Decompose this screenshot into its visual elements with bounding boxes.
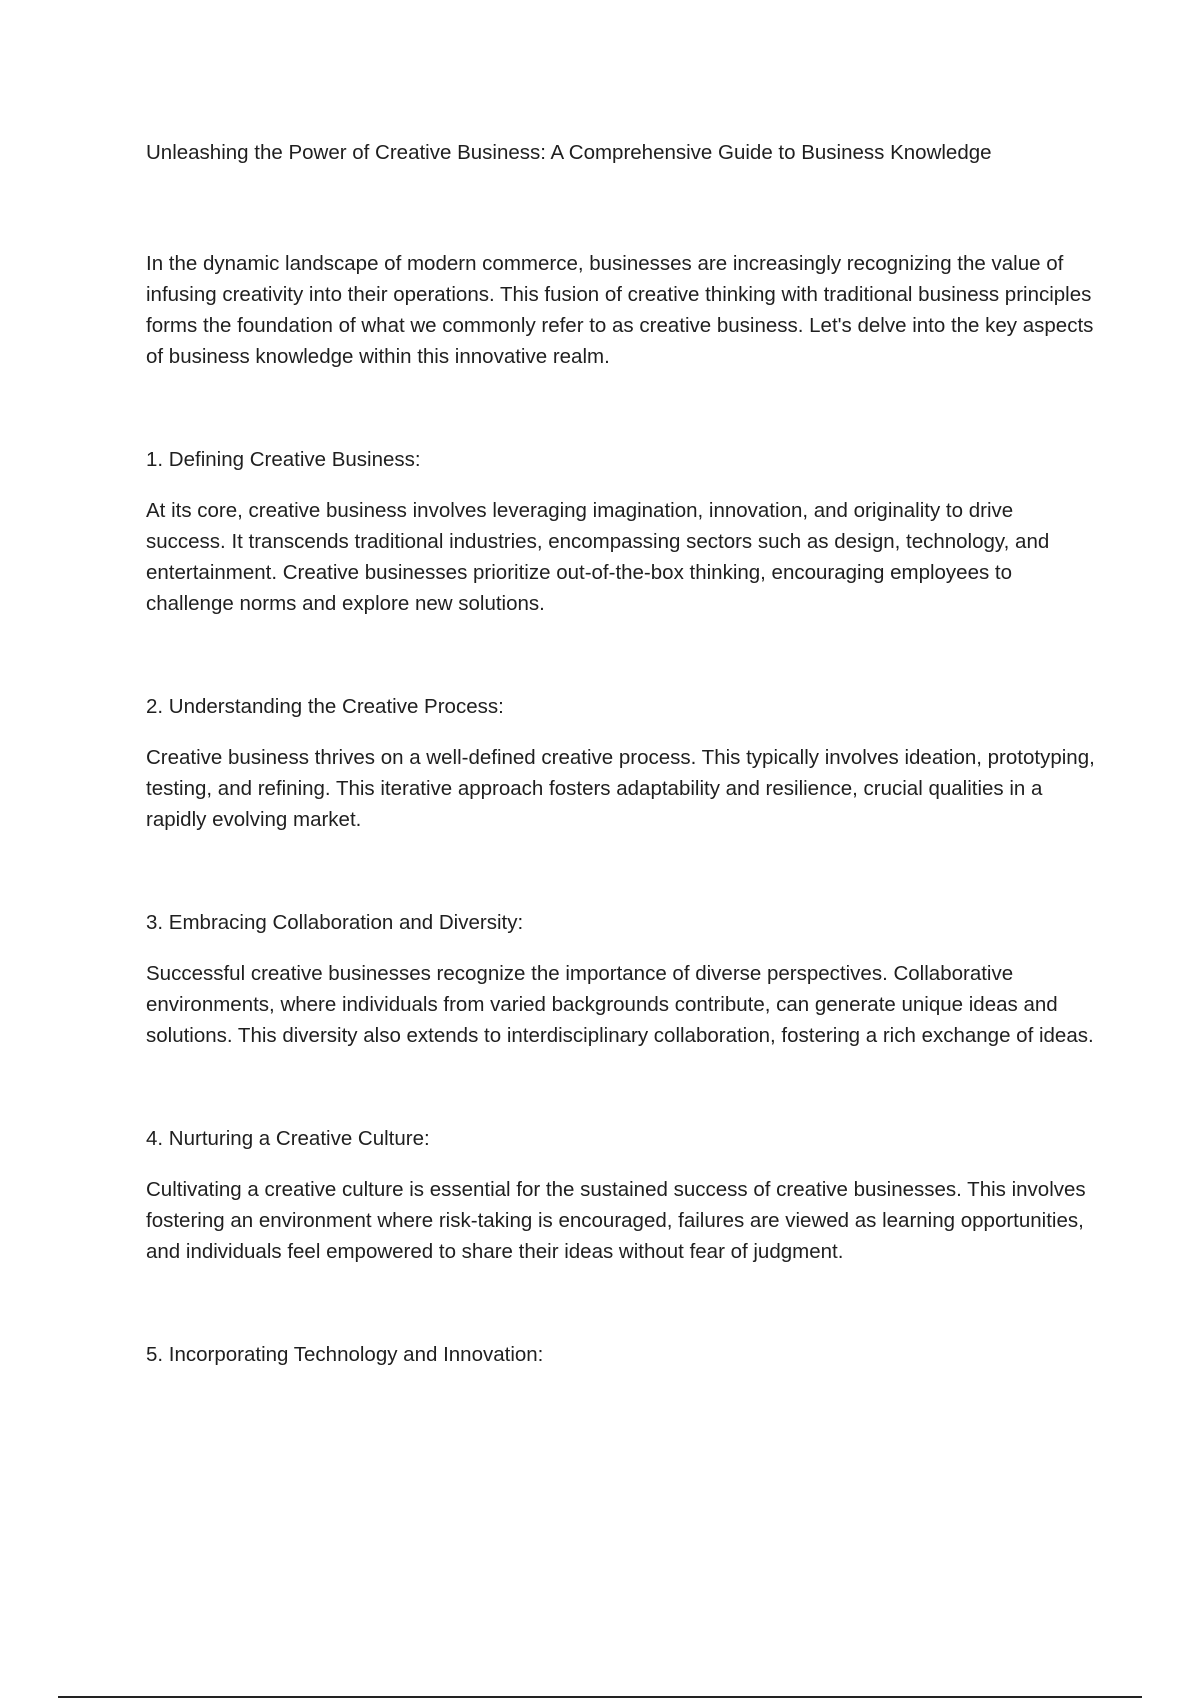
- intro-paragraph: In the dynamic landscape of modern commerce, businesses are increasingly recognizing the value of infusing creativity into their operations. This fusion of creative thinking with traditional business principles forms the foundation of what we commonly refer to as creative business. Let's delve into the key aspects of business knowledge within this innovative realm.: [146, 252, 1094, 368]
- page-bottom-rule: [58, 1696, 1142, 1698]
- section-heading: 5. Incorporating Technology and Innovation:: [146, 1343, 544, 1366]
- section-heading: 3. Embracing Collaboration and Diversity:: [146, 911, 524, 934]
- section-creative-culture: [146, 1124, 1096, 1267]
- section-body: At its core, creative business involves leveraging imagination, innovation, and originality to drive success. It transcends traditional industries, encompassing sectors such as design, technology, and entertainment. Creative businesses prioritize out-of-the-box thinking, encouraging employees to challenge norms and explore new solutions.: [146, 499, 1050, 615]
- section-creative-process: [146, 692, 1096, 835]
- section-heading: 2. Understanding the Creative Process:: [146, 695, 504, 718]
- section-technology-innovation: [146, 1340, 1096, 1370]
- document-title: Unleashing the Power of Creative Business: A Comprehensive Guide to Business Knowledge: [146, 141, 992, 164]
- section-body: Creative business thrives on a well-defined creative process. This typically involves ideation, prototyping, testing, and refining. This iterative approach fosters adaptability and resilience, crucial qualities in a rapidly evolving market.: [146, 746, 1095, 831]
- section-body: Cultivating a creative culture is essential for the sustained success of creative businesses. This involves fostering an environment where risk-taking is encouraged, failures are viewed as learning opportunities, and individuals feel empowered to share their ideas without fear of judgment.: [146, 1178, 1086, 1263]
- section-heading: 4. Nurturing a Creative Culture:: [146, 1127, 430, 1150]
- section-collaboration-diversity: [146, 908, 1096, 1051]
- document-content: [146, 138, 1096, 1370]
- section-defining-creative-business: [146, 445, 1096, 619]
- section-body: Successful creative businesses recognize the importance of diverse perspectives. Collaborative environments, where individuals from varied backgrounds contribute, can generate unique ideas and solutions. This diversity also extends to interdisciplinary collaboration, fostering a rich exchange of ideas.: [146, 962, 1094, 1047]
- section-heading: 1. Defining Creative Business:: [146, 448, 421, 471]
